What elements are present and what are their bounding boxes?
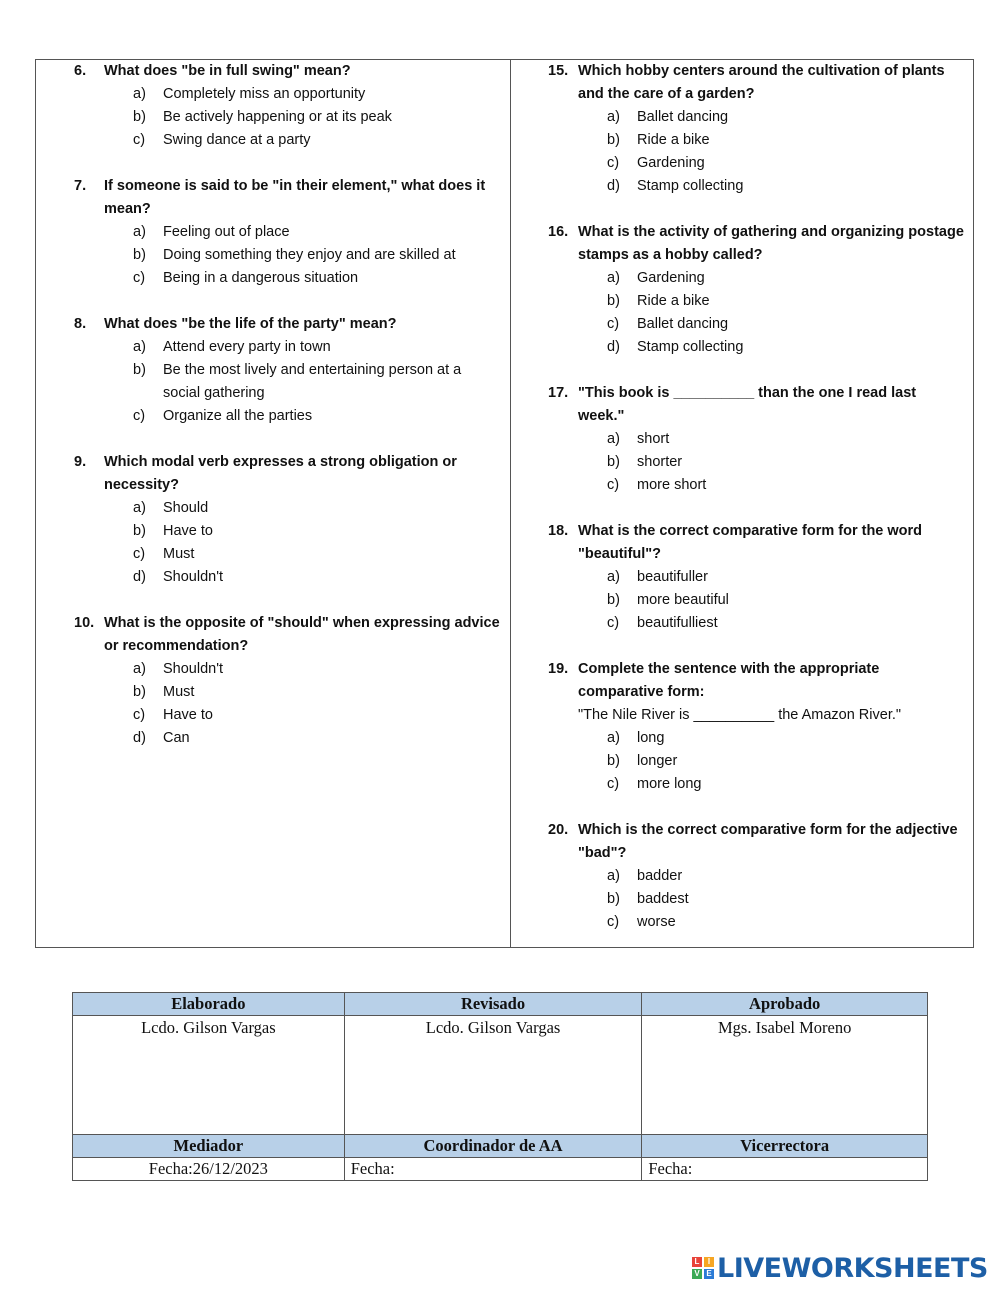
question-number: 7. — [74, 178, 87, 194]
question-number: 15. — [548, 63, 569, 79]
logo-mark-letter: I — [704, 1257, 714, 1267]
option-letter: d) — [133, 569, 146, 585]
question-number: 17. — [548, 385, 569, 401]
answer-option[interactable] — [36, 681, 510, 704]
question-text: What does "be in full swing" mean? — [104, 63, 351, 79]
answer-option[interactable] — [36, 543, 510, 566]
option-text: Ballet dancing — [637, 109, 729, 125]
option-letter: b) — [607, 891, 620, 907]
option-letter: c) — [133, 132, 146, 148]
role-coordinador: Coordinador de AA — [344, 1135, 642, 1158]
option-text: Have to — [163, 707, 213, 723]
option-letter: a) — [607, 109, 620, 125]
option-text: short — [637, 431, 670, 447]
question-block — [511, 520, 973, 635]
answer-option[interactable] — [511, 750, 973, 773]
question-number: 8. — [74, 316, 87, 332]
answer-option[interactable] — [36, 267, 510, 290]
option-letter: a) — [133, 86, 146, 102]
signature-header-row — [73, 993, 928, 1016]
question — [511, 520, 973, 566]
name-elaborado: Lcdo. Gilson Vargas — [73, 1016, 345, 1135]
answer-option[interactable] — [36, 106, 510, 129]
option-text: baddest — [637, 891, 689, 907]
option-letter: a) — [607, 270, 620, 286]
question-block — [511, 382, 973, 497]
question — [36, 175, 510, 221]
option-text: Ballet dancing — [637, 316, 729, 332]
date-coordinador: Fecha: — [344, 1158, 642, 1181]
logo-mark-letter: E — [704, 1269, 714, 1279]
name-aprobado: Mgs. Isabel Moreno — [642, 1016, 928, 1135]
option-text: Ride a bike — [637, 132, 710, 148]
answer-option[interactable] — [511, 773, 973, 796]
answer-option[interactable] — [511, 313, 973, 336]
question — [511, 658, 973, 727]
option-letter: b) — [607, 132, 620, 148]
signature-dates-row — [73, 1158, 928, 1181]
logo-mark-letter: V — [692, 1269, 702, 1279]
question — [511, 60, 973, 106]
answer-option[interactable] — [511, 865, 973, 888]
option-text: Must — [163, 546, 195, 562]
option-letter: a) — [133, 661, 146, 677]
option-text: Must — [163, 684, 195, 700]
option-letter: a) — [133, 500, 146, 516]
option-text: more short — [637, 477, 707, 493]
option-text: Shouldn't — [163, 569, 224, 585]
option-letter: b) — [607, 454, 620, 470]
question-text: Complete the sentence with the appropriate comparative form: — [578, 661, 880, 700]
option-text: Be actively happening or at its peak — [163, 109, 392, 125]
option-text: Doing something they enjoy and are skilled at — [163, 247, 456, 263]
option-text: Completely miss an opportunity — [163, 86, 366, 102]
question-text: Which modal verb expresses a strong obligation or necessity? — [104, 454, 457, 493]
option-text: Organize all the parties — [163, 408, 313, 424]
option-letter: b) — [607, 293, 620, 309]
option-letter: c) — [607, 477, 620, 493]
answer-option[interactable] — [511, 336, 973, 359]
questions-table — [35, 59, 974, 948]
left-column — [36, 60, 511, 947]
logo-wordmark: LIVEWORKSHEETS — [717, 1252, 988, 1284]
option-text: Should — [163, 500, 209, 516]
option-text: Swing dance at a party — [163, 132, 311, 148]
option-letter: c) — [607, 776, 620, 792]
answer-option[interactable] — [36, 405, 510, 428]
option-letter: a) — [133, 339, 146, 355]
answer-option[interactable] — [511, 727, 973, 750]
answer-option[interactable] — [36, 336, 510, 359]
logo-mark-icon — [692, 1257, 714, 1279]
option-text: Be the most lively and entertaining person at a social gathering — [163, 362, 462, 401]
header-elaborado: Elaborado — [73, 993, 345, 1016]
option-letter: c) — [607, 316, 620, 332]
option-letter: a) — [607, 730, 620, 746]
option-text: shorter — [637, 454, 683, 470]
question-block — [511, 658, 973, 796]
answer-option[interactable] — [511, 129, 973, 152]
option-letter: a) — [607, 431, 620, 447]
option-text: more long — [637, 776, 702, 792]
answer-option[interactable] — [36, 727, 510, 750]
option-text: longer — [637, 753, 678, 769]
answer-option[interactable] — [511, 451, 973, 474]
answer-option[interactable] — [36, 244, 510, 267]
question-text: What is the activity of gathering and organizing postage stamps as a hobby called? — [578, 224, 964, 263]
option-text: worse — [637, 914, 676, 930]
option-text: Stamp collecting — [637, 178, 744, 194]
option-text: beautifuller — [637, 569, 708, 585]
option-text: Shouldn't — [163, 661, 224, 677]
question — [36, 313, 510, 336]
option-letter: c) — [133, 546, 146, 562]
question-number: 9. — [74, 454, 87, 470]
answer-option[interactable] — [511, 175, 973, 198]
logo-mark-letter: L — [692, 1257, 702, 1267]
answer-option[interactable] — [511, 474, 973, 497]
answer-option[interactable] — [36, 704, 510, 727]
answer-option[interactable] — [511, 428, 973, 451]
question-block — [511, 819, 973, 934]
option-text: Attend every party in town — [163, 339, 331, 355]
date-vicerrectora: Fecha: — [642, 1158, 928, 1181]
header-aprobado: Aprobado — [642, 993, 928, 1016]
question-text: What is the correct comparative form for the word "beautiful"? — [578, 523, 923, 562]
right-column — [511, 60, 973, 947]
option-text: Feeling out of place — [163, 224, 290, 240]
question-text: Which is the correct comparative form for the adjective "bad"? — [578, 822, 958, 861]
option-letter: c) — [607, 615, 620, 631]
question-number: 6. — [74, 63, 87, 79]
option-letter: c) — [607, 155, 620, 171]
question-text: If someone is said to be "in their element," what does it mean? — [104, 178, 486, 217]
answer-option[interactable] — [36, 359, 510, 405]
option-letter: b) — [133, 362, 146, 378]
question — [511, 382, 973, 428]
answer-option[interactable] — [36, 83, 510, 106]
answer-option[interactable] — [511, 612, 973, 635]
option-letter: b) — [607, 753, 620, 769]
option-text: Gardening — [637, 270, 705, 286]
question — [36, 612, 510, 658]
answer-option[interactable] — [36, 520, 510, 543]
question-block — [36, 60, 510, 152]
option-letter: c) — [133, 408, 146, 424]
option-letter: c) — [607, 914, 620, 930]
question-number: 16. — [548, 224, 569, 240]
option-letter: d) — [133, 730, 146, 746]
answer-option[interactable] — [36, 221, 510, 244]
header-revisado: Revisado — [344, 993, 642, 1016]
question-number: 10. — [74, 615, 95, 631]
question-prompt: "The Nile River is __________ the Amazon River." — [578, 707, 902, 723]
option-text: more beautiful — [637, 592, 729, 608]
option-text: Ride a bike — [637, 293, 710, 309]
signature-roles-row — [73, 1135, 928, 1158]
question-block — [36, 313, 510, 428]
option-text: beautifulliest — [637, 615, 718, 631]
option-letter: b) — [133, 523, 146, 539]
role-mediador: Mediador — [73, 1135, 345, 1158]
answer-option[interactable] — [511, 106, 973, 129]
name-revisado: Lcdo. Gilson Vargas — [344, 1016, 642, 1135]
signature-table — [72, 992, 928, 1181]
question — [511, 221, 973, 267]
question-block — [511, 60, 973, 198]
question-block — [36, 451, 510, 589]
question — [36, 60, 510, 83]
option-text: Gardening — [637, 155, 705, 171]
answer-option[interactable] — [511, 589, 973, 612]
option-text: badder — [637, 868, 683, 884]
option-text: Have to — [163, 523, 213, 539]
option-letter: b) — [133, 109, 146, 125]
option-letter: d) — [607, 339, 620, 355]
question-text: Which hobby centers around the cultivation of plants and the care of a garden? — [578, 63, 945, 102]
option-letter: d) — [607, 178, 620, 194]
question-block — [36, 175, 510, 290]
question — [511, 819, 973, 865]
option-text: Can — [163, 730, 190, 746]
option-letter: a) — [133, 224, 146, 240]
question — [36, 451, 510, 497]
right-question-list — [511, 60, 973, 934]
question-number: 19. — [548, 661, 569, 677]
option-letter: a) — [607, 569, 620, 585]
option-letter: c) — [133, 707, 146, 723]
option-letter: b) — [133, 247, 146, 263]
option-letter: b) — [607, 592, 620, 608]
left-question-list — [36, 60, 510, 750]
option-text: Stamp collecting — [637, 339, 744, 355]
answer-option[interactable] — [36, 658, 510, 681]
liveworksheets-logo[interactable] — [692, 1253, 988, 1283]
role-vicerrectora: Vicerrectora — [642, 1135, 928, 1158]
answer-option[interactable] — [36, 497, 510, 520]
question-block — [36, 612, 510, 750]
signature-names-row — [73, 1016, 928, 1135]
answer-option[interactable] — [511, 290, 973, 313]
option-letter: b) — [133, 684, 146, 700]
question-text: What does "be the life of the party" mean? — [104, 316, 397, 332]
answer-option[interactable] — [511, 152, 973, 175]
answer-option[interactable] — [511, 267, 973, 290]
question-number: 18. — [548, 523, 569, 539]
date-mediador: Fecha:26/12/2023 — [73, 1158, 345, 1181]
answer-option[interactable] — [36, 566, 510, 589]
answer-option[interactable] — [36, 129, 510, 152]
question-number: 20. — [548, 822, 569, 838]
option-text: long — [637, 730, 665, 746]
question-block — [511, 221, 973, 359]
option-letter: a) — [607, 868, 620, 884]
question-text: What is the opposite of "should" when expressing advice or recommendation? — [104, 615, 500, 654]
question-text: "This book is __________ than the one I read last week." — [578, 385, 917, 424]
option-letter: c) — [133, 270, 146, 286]
option-text: Being in a dangerous situation — [163, 270, 359, 286]
answer-option[interactable] — [511, 888, 973, 911]
answer-option[interactable] — [511, 566, 973, 589]
answer-option[interactable] — [511, 911, 973, 934]
